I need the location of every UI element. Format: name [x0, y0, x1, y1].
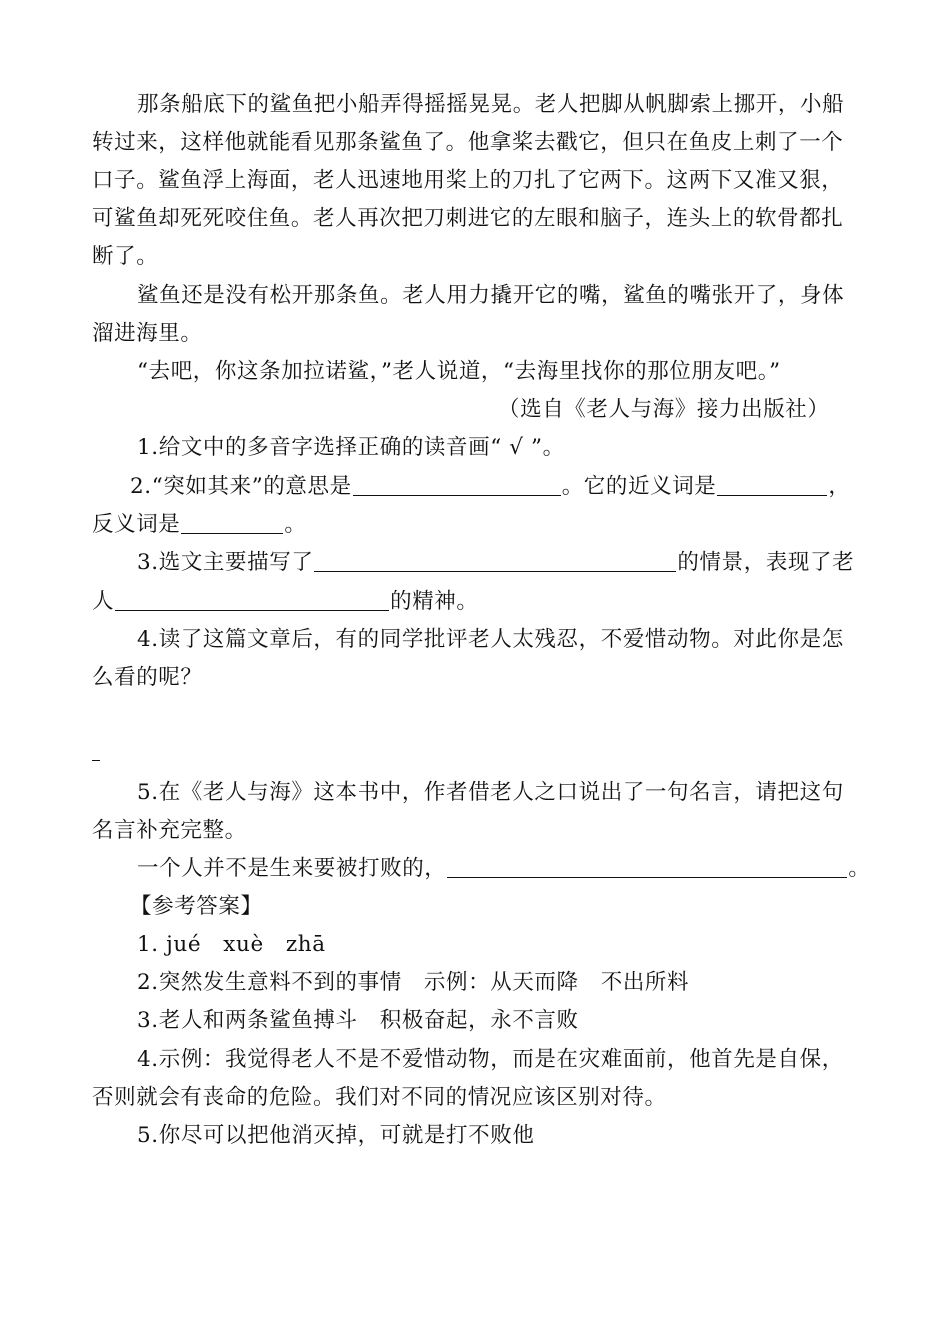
stray-underline-mark — [92, 760, 100, 761]
question-2-text: 反义词是 — [92, 512, 181, 537]
answer-5: 5.你尽可以把他消灭掉，可就是打不败他 — [137, 1123, 535, 1148]
answer-blank[interactable] — [181, 515, 283, 534]
answer-4-continued: 否则就会有丧命的危险。我们对不同的情况应该区别对待。 — [92, 1085, 667, 1110]
question-5-text: 。 — [848, 856, 871, 881]
question-4: 4.读了这篇文章后，有的同学批评老人太残忍，不爱惜动物。对此你是怎 — [137, 627, 844, 652]
question-3-continued — [92, 587, 479, 617]
answer-3: 3.老人和两条鲨鱼搏斗 积极奋起，永不言败 — [137, 1008, 579, 1033]
answer-1: 1. jué xuè zhā — [137, 932, 326, 957]
question-5-fill — [137, 854, 871, 884]
passage-source: （选自《老人与海》接力出版社） — [498, 397, 830, 422]
question-5-text: 一个人并不是生来要被打败的， — [137, 856, 447, 881]
answer-4: 4.示例：我觉得老人不是不爱惜动物，而是在灾难面前，他首先是自保， — [137, 1047, 844, 1072]
passage-line: 断了。 — [92, 244, 159, 269]
answer-blank[interactable] — [447, 859, 847, 878]
question-3-text: 3.选文主要描写了 — [137, 550, 314, 575]
question-2-text: ， — [828, 474, 851, 499]
question-2 — [130, 472, 851, 502]
answer-blank[interactable] — [314, 553, 676, 572]
question-5-continued: 名言补充完整。 — [92, 818, 247, 843]
passage-line: 转过来，这样他就能看见那条鲨鱼了。他拿桨去戳它，但只在鱼皮上刺了一个 — [92, 130, 844, 155]
question-5: 5.在《老人与海》这本书中，作者借老人之口说出了一句名言，请把这句 — [137, 780, 844, 805]
answer-blank[interactable] — [717, 477, 827, 496]
question-2-text: 2.“突如其来”的意思是 — [130, 474, 352, 499]
answer-blank[interactable] — [115, 592, 389, 611]
answers-heading: 【参考答案】 — [130, 894, 263, 919]
question-4-continued: 么看的呢？ — [92, 665, 203, 690]
passage-line: 溜进海里。 — [92, 321, 203, 346]
question-3-text: 的精神。 — [390, 589, 479, 614]
passage-dialogue: “去吧，你这条加拉诺鲨，”老人说道，“去海里找你的那位朋友吧。” — [137, 359, 781, 384]
answer-blank[interactable] — [353, 477, 561, 496]
passage-line: 可鲨鱼却死死咬住鱼。老人再次把刀刺进它的左眼和脑子，连头上的软骨都扎 — [92, 206, 844, 231]
passage-line: 鲨鱼还是没有松开那条鱼。老人用力撬开它的嘴，鲨鱼的嘴张开了，身体 — [137, 283, 845, 308]
question-3-text: 的情景，表现了老 — [677, 550, 855, 575]
question-2-text: 。 — [284, 512, 307, 537]
question-1: 1.给文中的多音字选择正确的读音画“ √ ”。 — [137, 435, 565, 460]
question-2-text: 。它的近义词是 — [561, 474, 717, 499]
question-3-text: 人 — [92, 589, 115, 614]
answer-2: 2.突然发生意料不到的事情 示例：从天而降 不出所料 — [137, 970, 690, 995]
question-2-continued — [92, 510, 307, 540]
passage-line: 口子。鲨鱼浮上海面，老人迅速地用桨上的刀扎了它两下。这两下又准又狠， — [92, 168, 844, 193]
question-3 — [137, 548, 854, 578]
passage-line: 那条船底下的鲨鱼把小船弄得摇摇晃晃。老人把脚从帆脚索上挪开，小船 — [137, 92, 845, 117]
